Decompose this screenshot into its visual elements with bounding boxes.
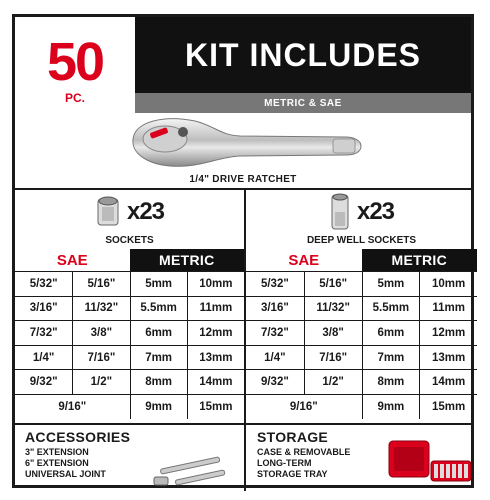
metric-size-cell: 9mm [130,395,187,419]
sockets-qty-text: x23 [126,198,165,225]
metric-size-cell: 8mm [130,370,187,394]
sockets-qty [15,189,244,235]
kit-includes-card [12,14,474,488]
metric-size-cell: 15mm [187,395,244,419]
sae-size-cell: 3/8" [72,321,129,345]
table-row [15,320,244,345]
sae-size-cell: 1/2" [304,370,362,394]
table-row [246,320,477,345]
metric-size-cell: 5mm [130,272,187,296]
table-row [15,394,244,419]
sae-size-cell: 11/32" [304,297,362,321]
metric-size-cell: 9mm [362,395,420,419]
sae-size-cell: 11/32" [72,297,129,321]
ratchet-icon [15,113,477,173]
metric-size-cell: 7mm [130,346,187,370]
metric-size-cell: 11mm [419,297,477,321]
metric-size-cell: 7mm [362,346,420,370]
metric-size-cell: 14mm [187,370,244,394]
subtitle-bar: METRIC & SAE [135,93,471,113]
table-row [246,271,477,296]
sae-size-cell: 7/16" [304,346,362,370]
storage-list [257,447,350,480]
storage-case-icon [385,435,473,487]
table-row [246,345,477,370]
storage-title: STORAGE [257,429,329,445]
sae-size-cell: 3/16" [29,302,58,315]
table-row [15,296,244,321]
sae-size-cell: 9/32" [29,376,58,389]
deep-sockets-label: DEEP WELL SOCKETS [306,235,417,246]
sae-size-cell: 7/16" [72,346,129,370]
metric-size-cell: 13mm [187,346,244,370]
deep-sockets-size-table [246,249,477,419]
metric-size-cell: 15mm [419,395,477,419]
deep-sockets-qty-text: x23 [356,198,395,225]
sockets-label: SOCKETS [105,235,154,246]
metric-size-cell: 13mm [419,346,477,370]
table-row [246,369,477,394]
metric-size-cell: 5.5mm [130,297,187,321]
sae-header: SAE [56,251,88,269]
sae-size-cell: 9/16" [289,400,318,413]
socket-icon [95,195,121,229]
sae-size-cell: 1/4" [32,351,55,364]
metric-size-cell: 10mm [419,272,477,296]
metric-size-cell: 5.5mm [362,297,420,321]
table-row [15,369,244,394]
table-row [246,394,477,419]
sae-size-cell: 3/8" [304,321,362,345]
sae-header: SAE [288,251,320,269]
sae-size-cell: 7/32" [29,326,58,339]
sae-size-cell: 7/32" [260,326,289,339]
ratchet-label: 1/4" DRIVE RATCHET [189,174,297,185]
metric-header: METRIC [130,249,245,271]
bottom-section [15,423,471,491]
metric-size-cell: 6mm [130,321,187,345]
sae-size-cell: 9/32" [260,376,289,389]
accessory-item: 6" EXTENSION [25,458,89,468]
metric-size-cell: 11mm [187,297,244,321]
table-row [15,271,244,296]
sae-size-cell: 1/4" [264,351,286,364]
sae-size-cell: 3/16" [260,302,289,315]
metric-size-cell: 12mm [187,321,244,345]
metric-size-cell: 10mm [187,272,244,296]
accessory-item: UNIVERSAL JOINT [25,469,106,479]
accessory-item: 3" EXTENSION [25,447,89,457]
sae-size-cell: 1/2" [72,370,129,394]
accessories-title: ACCESSORIES [25,429,131,445]
page-title: KIT INCLUDES [135,17,471,93]
sae-size-cell: 5/16" [304,272,362,296]
accessories-list [25,447,106,480]
accessories-icon [150,441,240,489]
table-row [246,296,477,321]
deep-well-sockets-qty [246,189,477,235]
metric-size-cell: 6mm [362,321,420,345]
metric-size-cell: 14mm [419,370,477,394]
sae-size-cell: 9/16" [58,400,87,413]
metric-size-cell: 8mm [362,370,420,394]
storage-item: CASE & REMOVABLE [257,447,351,457]
deep-socket-icon [329,192,351,232]
storage-item: LONG-TERM [257,458,312,468]
sae-size-cell: 5/16" [72,272,129,296]
piece-count-unit: PC. [64,91,85,105]
table-row [15,345,244,370]
piece-count [15,17,135,123]
metric-size-cell: 5mm [362,272,420,296]
metric-size-cell: 12mm [419,321,477,345]
piece-count-number: 50 [46,32,104,92]
storage-item: STORAGE TRAY [257,469,328,479]
sae-size-cell: 5/32" [260,277,289,290]
metric-header: METRIC [362,249,478,271]
sockets-size-table [15,249,244,419]
sae-size-cell: 5/32" [29,277,58,290]
ratchet-image [15,113,471,173]
